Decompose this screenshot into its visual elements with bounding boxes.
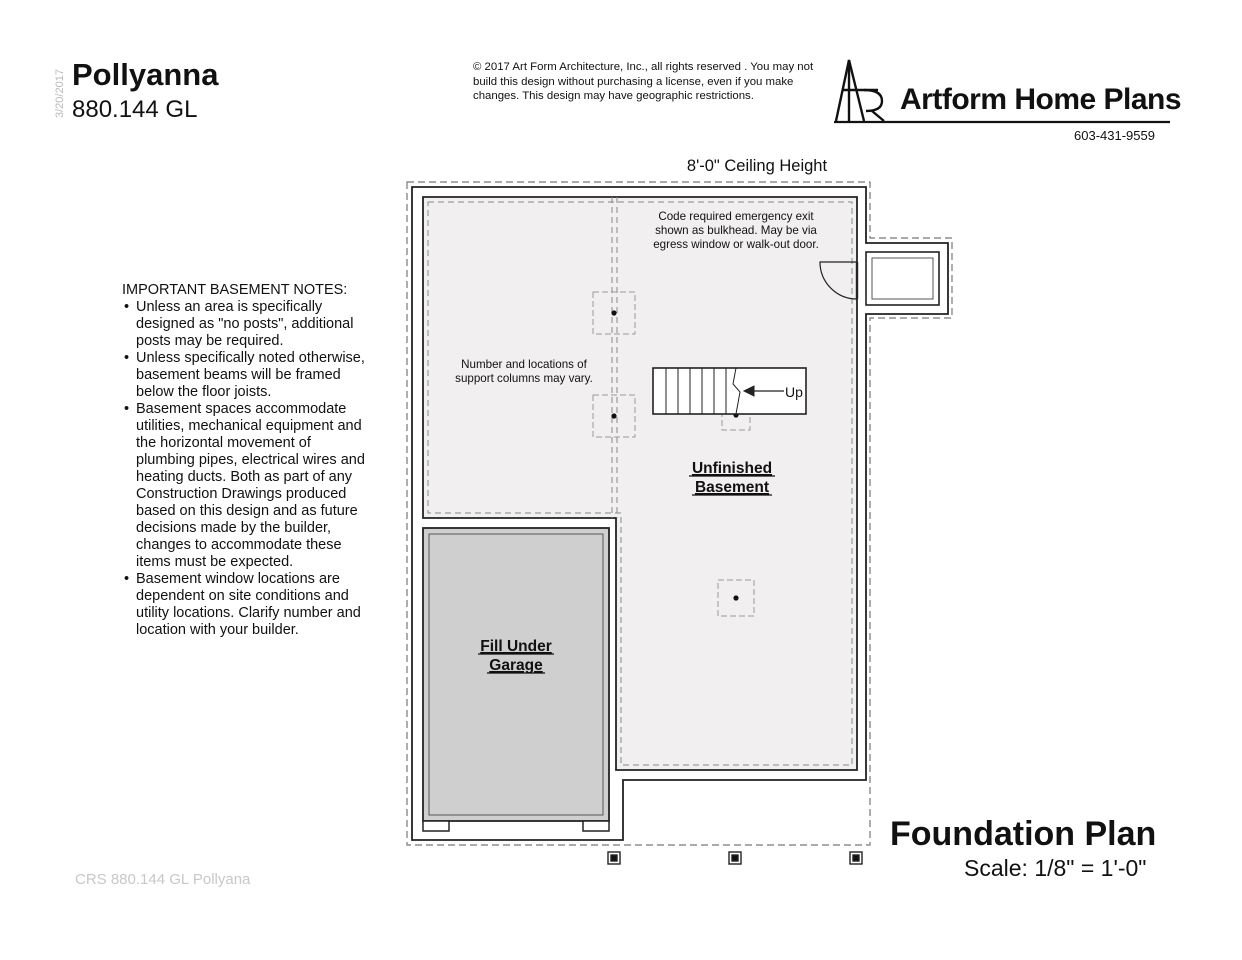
garage-label: Fill Under — [480, 638, 552, 655]
columns-note-line: Number and locations of — [461, 358, 587, 371]
basement-label: Unfinished — [691, 460, 773, 477]
basement-note-item: • Basement spaces accommodate utilities, mechanical equipment and the horizontal movement of plumbing pipes, electrical wires and heating ducts. Both as part of any Construction Drawings produced based on this design and as future decisions made by the builder, changes to accommodate these items must be expected. — [122, 401, 372, 571]
brand-phone: 603-431-9559 — [1074, 128, 1155, 143]
drawing-title: Foundation Plan — [890, 815, 1157, 853]
drawing-scale: Scale: 1/8" = 1'-0" — [964, 855, 1147, 881]
egress-note-line: Code required emergency exit — [658, 210, 814, 223]
basement-note-item: • Unless an area is specifically designed as "no posts", additional posts may be required. — [122, 299, 372, 350]
columns-note-line: support columns may vary. — [455, 372, 593, 385]
egress-note-line: egress window or walk-out door. — [653, 238, 819, 251]
plan-name: Pollyanna — [72, 57, 219, 92]
basement-notes-title: IMPORTANT BASEMENT NOTES: — [122, 282, 348, 298]
basement-note-item: • Basement window locations are dependent on site conditions and utility locations. Clarify number and location with your builder. — [122, 571, 372, 639]
bulkhead — [866, 252, 939, 305]
brand-name: Artform Home Plans — [900, 83, 1182, 116]
basement-note-item: • Unless specifically noted otherwise, basement beams will be framed below the floor joists. — [122, 350, 372, 401]
ceiling-height-label: 8'-0" Ceiling Height — [686, 157, 828, 175]
copyright-notice: © 2017 Art Form Architecture, Inc., all rights reserved . You may not build this design without purchasing a license, even if you make changes. This design may have geographic restrictions. — [473, 61, 814, 102]
reference-watermark: CRS 880.144 GL Pollyana — [75, 871, 251, 888]
plan-number: 880.144 GL — [72, 96, 198, 123]
garage-fill-area — [423, 528, 609, 821]
stair-up-label: Up — [785, 384, 803, 400]
egress-note-line: shown as bulkhead. May be via — [655, 224, 817, 237]
basement-label: Basement — [694, 479, 770, 496]
garage-label: Garage — [489, 657, 543, 674]
basement-stairs — [653, 368, 806, 414]
porch-post — [608, 852, 862, 864]
date-stamp: 3/20/2017 — [54, 69, 66, 118]
